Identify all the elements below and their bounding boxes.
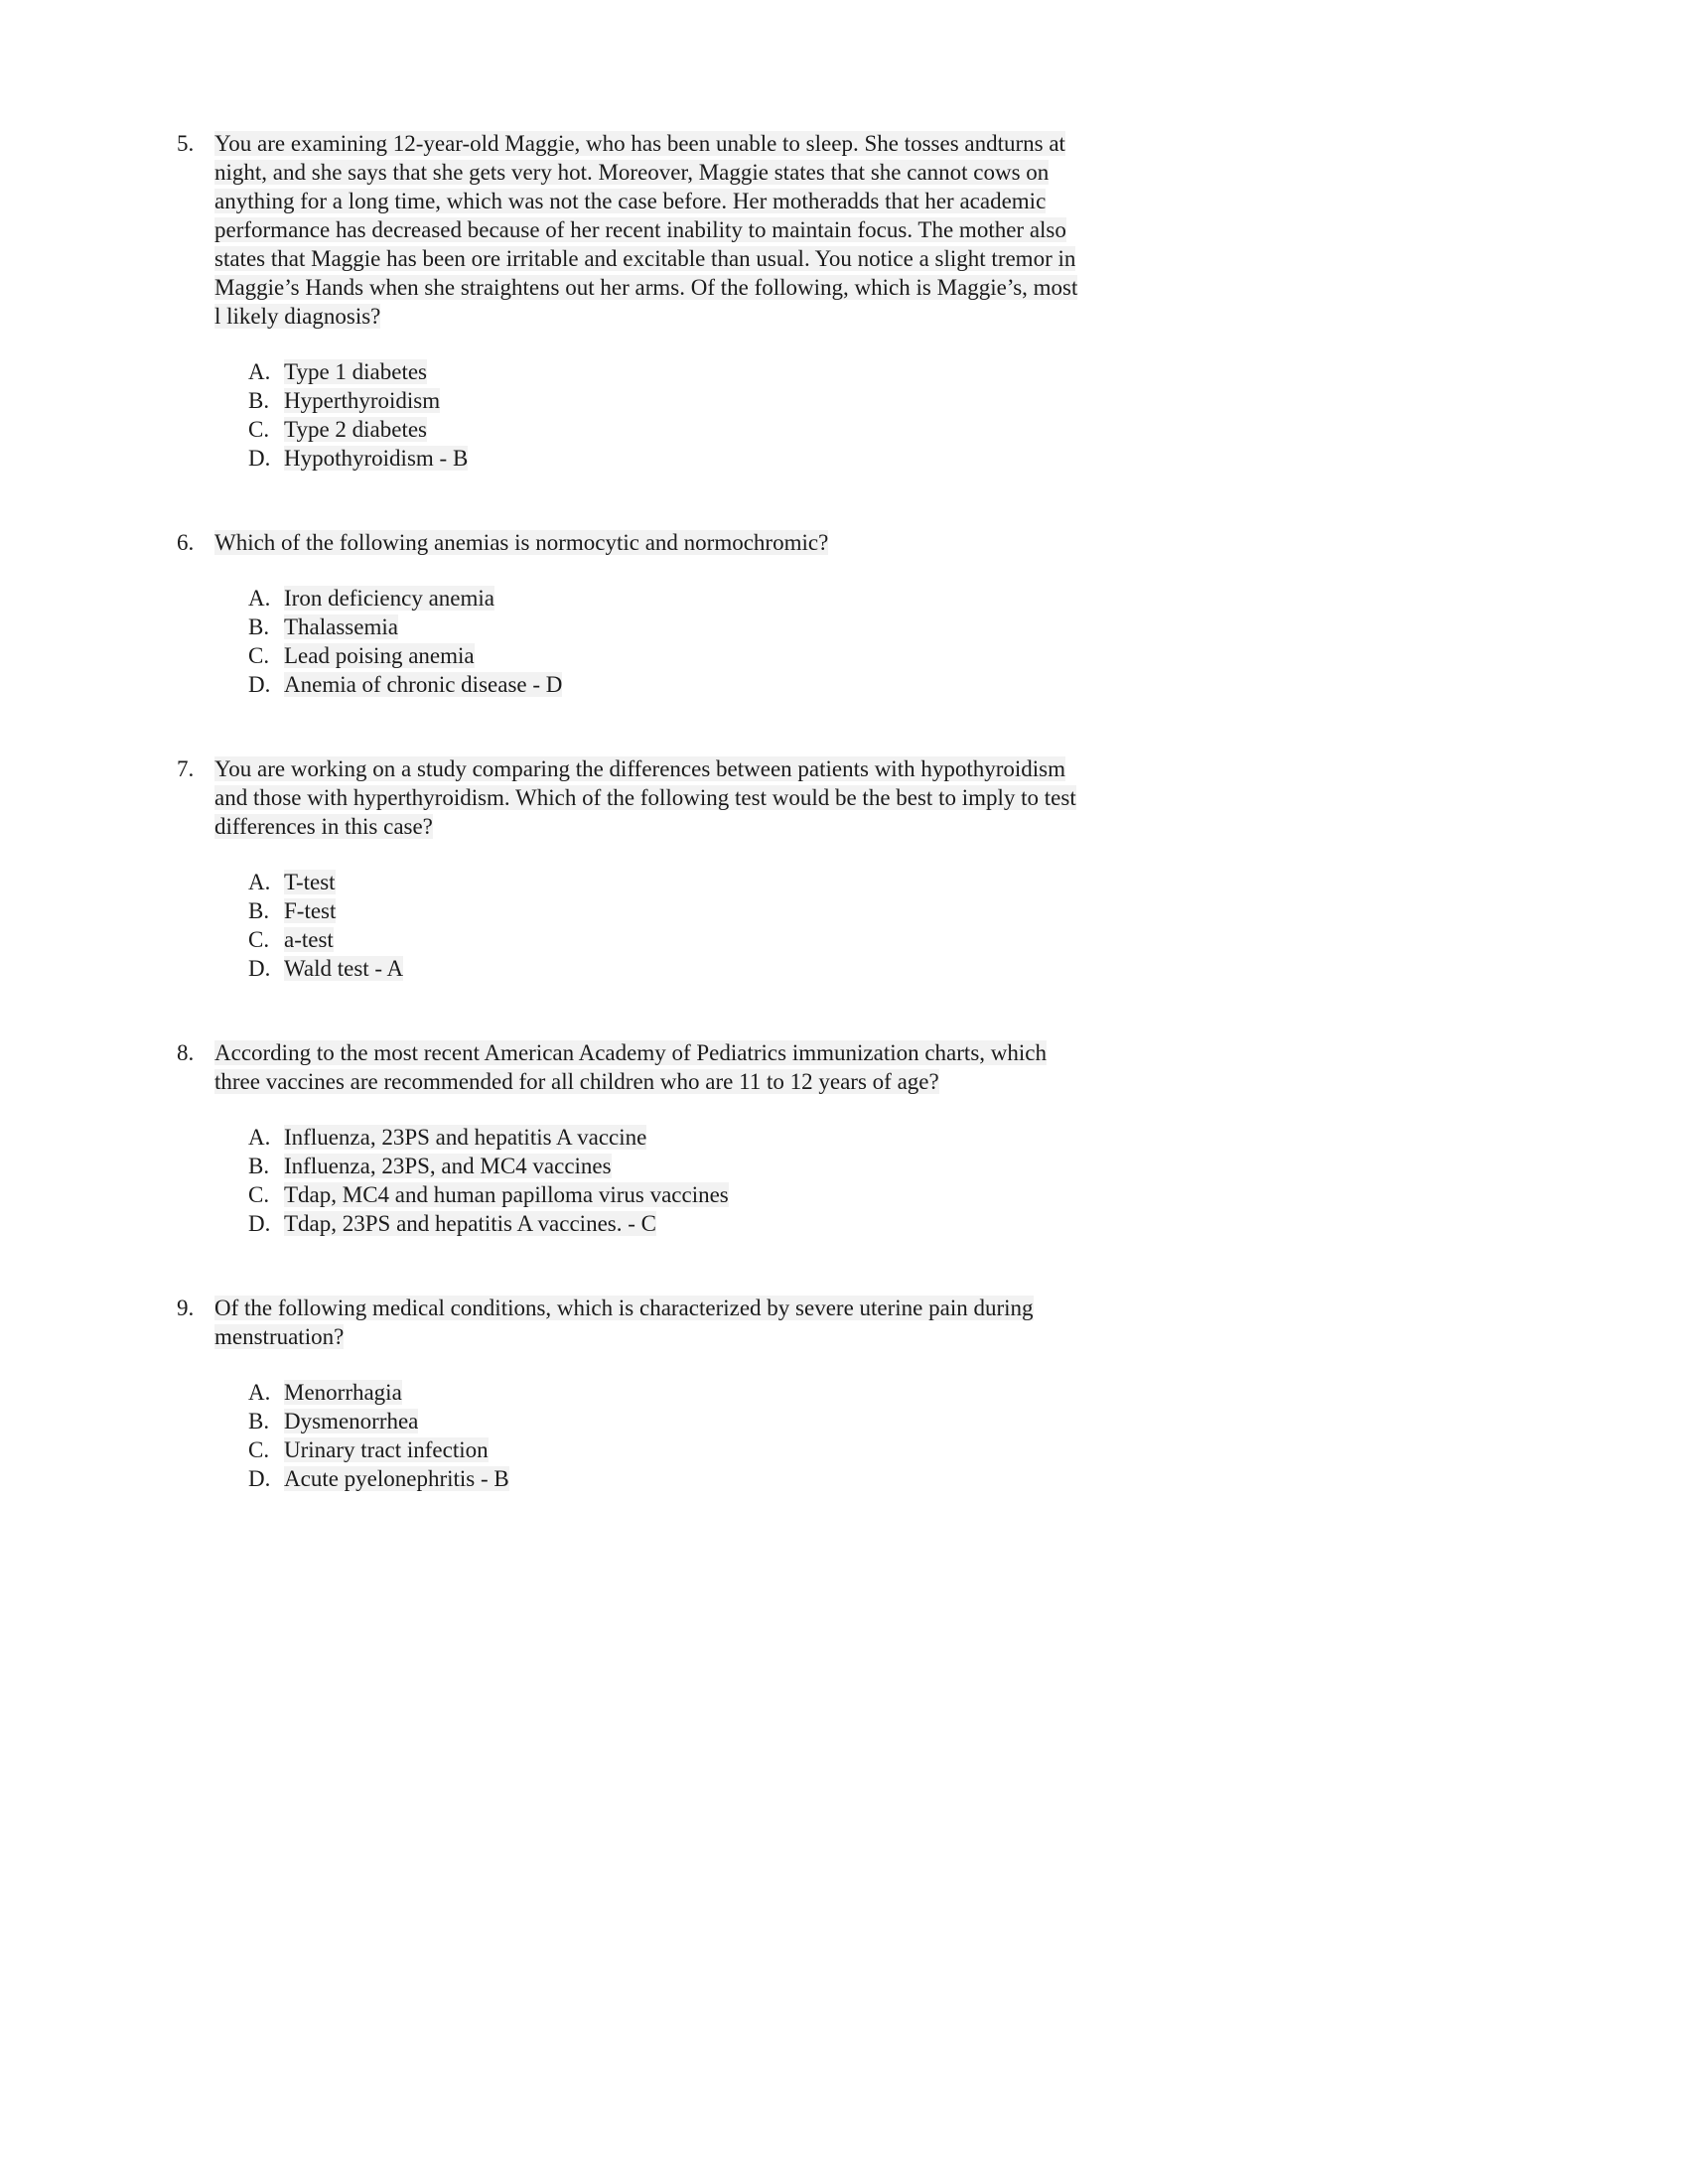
option-row <box>248 1209 1152 1238</box>
option-text-highlight: Anemia of chronic disease - D <box>284 672 563 697</box>
question-text-highlight: You are examining 12-year-old Maggie, who has been unable to sleep. She tosses andturns at night, and she says that she gets very hot. Moreover, Maggie states that she cannot cows on anything for a long time, which was not the case before. Her motheradds that her academic performance has decreased because of her recent inability to maintain focus. The mother also states that Maggie has been ore irritable and excitable than usual. You notice a slight tremor in Maggie’s Hands when she straightens out her arms. Of the following, which is Maggie’s, most l likely diagnosis? <box>214 131 1078 329</box>
option-letter: A. <box>248 359 271 384</box>
option-text <box>284 670 1152 699</box>
option-letter: D. <box>248 672 271 697</box>
option-row <box>248 925 1152 954</box>
option-letter: C. <box>248 643 270 668</box>
option-text <box>284 1407 1152 1435</box>
option-text-highlight: Menorrhagia <box>284 1380 402 1405</box>
option-letter: C. <box>248 927 270 952</box>
option-text-highlight: Type 2 diabetes <box>284 417 428 442</box>
option-row <box>248 868 1152 896</box>
option-text <box>284 1435 1152 1464</box>
option-row <box>248 1123 1152 1152</box>
question-number: 7. <box>177 756 195 781</box>
question <box>177 1294 1152 1493</box>
option-text <box>284 357 1152 386</box>
option-text <box>284 896 1152 925</box>
question-text <box>214 528 1080 557</box>
option-row <box>248 1180 1152 1209</box>
option-letter: B. <box>248 898 270 923</box>
option-text-highlight: Lead poising anemia <box>284 643 475 668</box>
question <box>177 754 1152 983</box>
question-text-highlight: According to the most recent American Academy of Pediatrics immunization charts, which three vaccines are recommended for all children who are 11 to 12 years of age? <box>214 1040 1047 1094</box>
option-text <box>284 954 1152 983</box>
question-number: 9. <box>177 1296 195 1320</box>
option-row <box>248 386 1152 415</box>
option-text <box>284 386 1152 415</box>
options-list <box>248 357 1152 473</box>
option-text <box>284 1180 1152 1209</box>
option-text-highlight: Wald test - A <box>284 956 404 981</box>
option-text <box>284 925 1152 954</box>
options-list <box>248 868 1152 983</box>
option-row <box>248 896 1152 925</box>
option-letter: A. <box>248 586 271 611</box>
option-letter: D. <box>248 1211 271 1236</box>
option-text <box>284 1464 1152 1493</box>
option-row <box>248 415 1152 444</box>
option-letter: B. <box>248 1154 270 1178</box>
option-letter: A. <box>248 1125 271 1150</box>
question-text-highlight: Which of the following anemias is normocytic and normochromic? <box>214 530 829 555</box>
option-letter: B. <box>248 388 270 413</box>
option-text <box>284 1209 1152 1238</box>
options-list <box>248 1378 1152 1493</box>
question-row <box>177 129 1152 331</box>
option-row <box>248 641 1152 670</box>
option-row <box>248 613 1152 641</box>
question <box>177 129 1152 473</box>
option-text <box>284 613 1152 641</box>
option-letter: D. <box>248 956 271 981</box>
option-text-highlight: Iron deficiency anemia <box>284 586 494 611</box>
option-text <box>284 415 1152 444</box>
option-row <box>248 357 1152 386</box>
options-list <box>248 584 1152 699</box>
option-text-highlight: Acute pyelonephritis - B <box>284 1466 509 1491</box>
question <box>177 1038 1152 1238</box>
question-list <box>177 129 1152 1493</box>
question-row <box>177 754 1152 841</box>
option-text-highlight: Dysmenorrhea <box>284 1409 419 1433</box>
option-text <box>284 444 1152 473</box>
option-row <box>248 1464 1152 1493</box>
option-row <box>248 584 1152 613</box>
question-row <box>177 1038 1152 1096</box>
option-letter: D. <box>248 1466 271 1491</box>
question-number: 5. <box>177 131 195 156</box>
option-text-highlight: a-test <box>284 927 334 952</box>
question-text <box>214 129 1080 331</box>
option-text <box>284 868 1152 896</box>
option-row <box>248 1152 1152 1180</box>
question-number: 6. <box>177 530 195 555</box>
options-list <box>248 1123 1152 1238</box>
question-text-highlight: You are working on a study comparing the differences between patients with hypothyroidism and those with hyperthyroidism. Which of the following test would be the best to imply to test differences in this case? <box>214 756 1076 839</box>
option-letter: A. <box>248 1380 271 1405</box>
option-letter: C. <box>248 417 270 442</box>
question-text <box>214 754 1080 841</box>
option-row <box>248 670 1152 699</box>
option-text-highlight: T-test <box>284 870 336 894</box>
question-text <box>214 1294 1080 1351</box>
option-text <box>284 584 1152 613</box>
option-row <box>248 1407 1152 1435</box>
option-text-highlight: F-test <box>284 898 337 923</box>
option-text <box>284 1152 1152 1180</box>
option-text-highlight: Hypothyroidism - B <box>284 446 469 471</box>
option-text-highlight: Tdap, 23PS and hepatitis A vaccines. - C <box>284 1211 656 1236</box>
option-row <box>248 954 1152 983</box>
option-text-highlight: Urinary tract infection <box>284 1437 489 1462</box>
question-row <box>177 1294 1152 1351</box>
option-text-highlight: Influenza, 23PS, and MC4 vaccines <box>284 1154 612 1178</box>
question-text <box>214 1038 1080 1096</box>
question <box>177 528 1152 699</box>
option-text <box>284 1123 1152 1152</box>
option-text <box>284 1378 1152 1407</box>
option-text-highlight: Thalassemia <box>284 614 398 639</box>
option-text-highlight: Type 1 diabetes <box>284 359 428 384</box>
option-text <box>284 641 1152 670</box>
option-row <box>248 444 1152 473</box>
question-row <box>177 528 1152 557</box>
option-text-highlight: Hyperthyroidism <box>284 388 441 413</box>
option-letter: C. <box>248 1182 270 1207</box>
option-row <box>248 1435 1152 1464</box>
option-letter: B. <box>248 614 270 639</box>
option-letter: B. <box>248 1409 270 1433</box>
option-text-highlight: Influenza, 23PS and hepatitis A vaccine <box>284 1125 647 1150</box>
option-text-highlight: Tdap, MC4 and human papilloma virus vaccines <box>284 1182 729 1207</box>
option-row <box>248 1378 1152 1407</box>
question-number: 8. <box>177 1040 195 1065</box>
question-text-highlight: Of the following medical conditions, which is characterized by severe uterine pain during menstruation? <box>214 1296 1034 1349</box>
option-letter: A. <box>248 870 271 894</box>
option-letter: D. <box>248 446 271 471</box>
option-letter: C. <box>248 1437 270 1462</box>
